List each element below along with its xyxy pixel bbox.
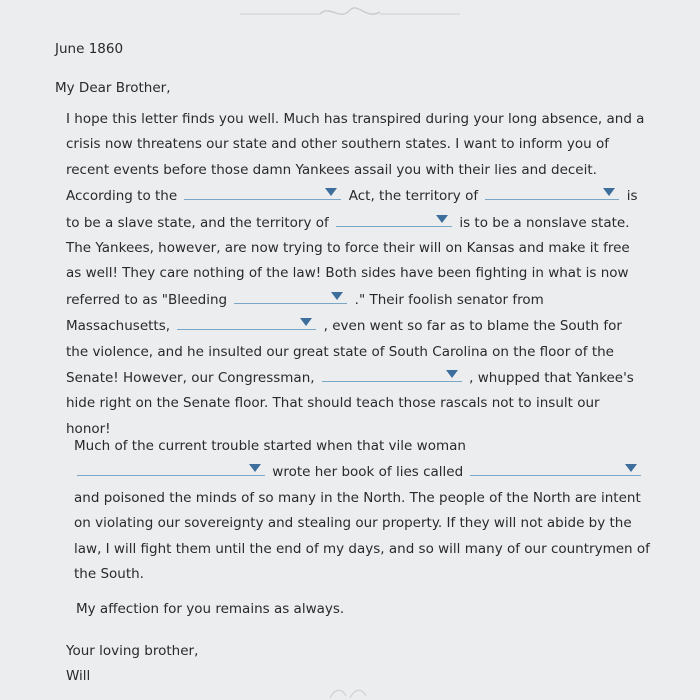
p1-text-2: Act, the territory of — [348, 188, 479, 205]
p1-text-1: I hope this letter finds you well. Much has transpired during your long absence, and a crisis now threatens our state and other southern states. I want to inform you of recent events before those damn Yankees assail you with their lies and deceit. According to the — [66, 111, 645, 205]
dropdown-arrow-icon — [436, 215, 448, 223]
letter-paragraph-3: My affection for you remains as always. — [76, 601, 345, 617]
author-dropdown[interactable] — [77, 459, 265, 476]
dropdown-arrow-icon — [300, 318, 312, 326]
dropdown-arrow-icon — [446, 370, 458, 378]
bleeding-dropdown[interactable] — [234, 287, 347, 304]
slave-territory-dropdown[interactable] — [485, 183, 619, 200]
letter-signature: Will — [66, 668, 91, 684]
p1-text-5: ." Their foolish senator from Massachusetts, — [66, 291, 544, 335]
letter-salutation: My Dear Brother, — [55, 80, 171, 96]
dropdown-arrow-icon — [603, 188, 615, 196]
p2-text-2: wrote her book of lies called — [272, 464, 464, 481]
act-dropdown[interactable] — [184, 183, 341, 200]
letter-closing: Your loving brother, — [66, 643, 199, 659]
nonslave-territory-dropdown[interactable] — [336, 210, 452, 227]
top-flourish-ornament — [0, 0, 700, 30]
dropdown-arrow-icon — [249, 464, 261, 472]
letter-date: June 1860 — [55, 41, 124, 57]
p1-text-4: is to be a nonslave state. The Yankees, however, are now trying to force their will on Kansas and make it free as well! They care nothing of the law! Both sides have been fighting in what is now referred to as "Bleeding — [66, 214, 630, 308]
letter-paragraph-2 — [74, 434, 654, 587]
p2-text-1: Much of the current trouble started when that vile woman — [74, 438, 466, 454]
letter-paragraph-1 — [66, 107, 646, 442]
p2-text-3: and poisoned the minds of so many in the North. The people of the North are intent on violating our sovereignty and stealing our property. If they will not abide by the law, I will fight them until the end of my days, and so will many of our countrymen of the South. — [74, 489, 650, 583]
dropdown-arrow-icon — [325, 188, 337, 196]
p1-text-3: is to be a slave state, and the territory of — [66, 188, 638, 231]
congressman-dropdown[interactable] — [322, 365, 462, 382]
bottom-flourish-ornament — [0, 682, 700, 700]
book-title-dropdown[interactable] — [470, 459, 641, 476]
p1-text-7: , whupped that Yankee's hide right on the Senate floor. That should teach those rascals not to insult our honor! — [66, 370, 634, 437]
dropdown-arrow-icon — [331, 292, 343, 300]
p1-text-6: , even went so far as to blame the South for the violence, and he insulted our great state of South Carolina on the floor of the Senate! However, our Congressman, — [66, 318, 622, 387]
dropdown-arrow-icon — [625, 464, 637, 472]
senator-dropdown[interactable] — [177, 313, 316, 330]
